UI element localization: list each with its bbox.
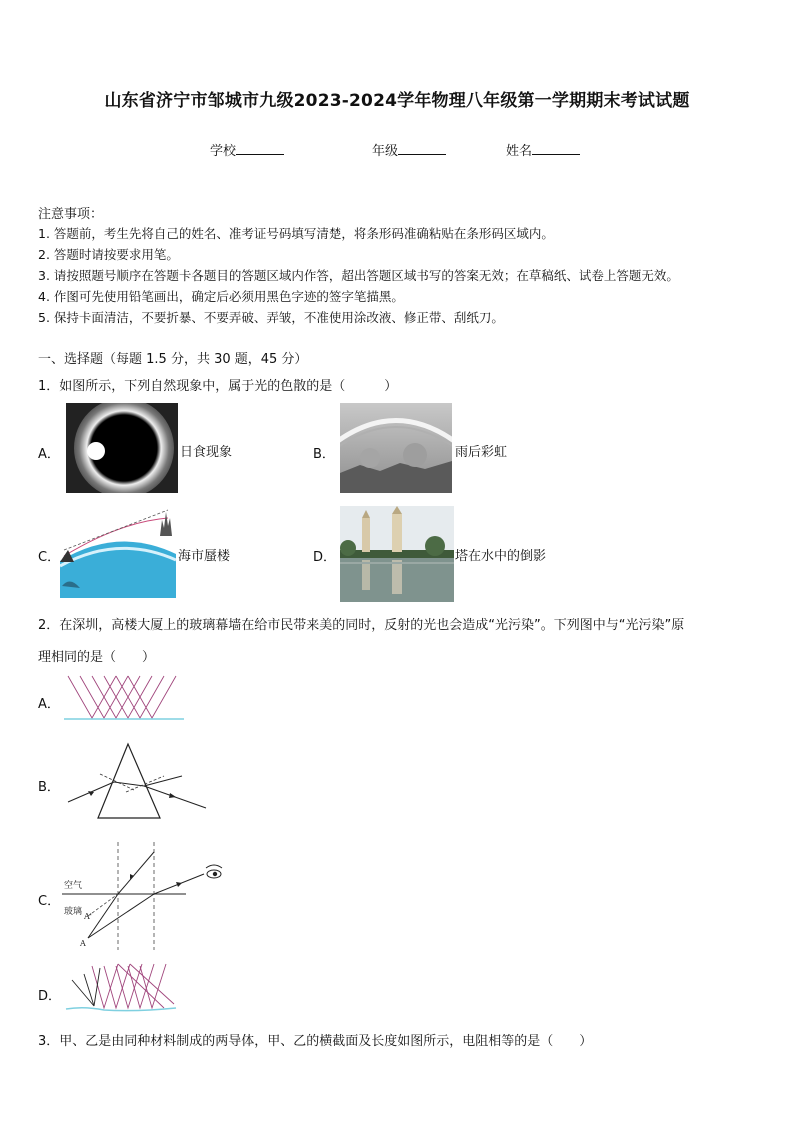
q1-option-c-caption: 海市蜃楼 <box>178 549 231 564</box>
question-2-stem-line-1: 2．在深圳，高楼大厦上的玻璃幕墙在给市民带来美的同时，反射的光也会造成“光污染”。下列图中与“光污染”原 <box>38 618 685 633</box>
q2-option-c-letter[interactable]: C． <box>38 894 61 909</box>
q1-option-a-letter[interactable]: A． <box>38 447 60 462</box>
school-label: 学校 <box>210 144 237 159</box>
grade-field[interactable] <box>372 140 446 159</box>
air-glass-refraction-diagram <box>62 842 230 954</box>
q1-option-c-letter[interactable]: C． <box>38 550 61 565</box>
school-field[interactable] <box>210 140 284 159</box>
q1-option-d-caption: 塔在水中的倒影 <box>455 549 547 564</box>
q1-option-b-letter[interactable]: B． <box>313 447 335 462</box>
name-label: 姓名 <box>506 144 533 159</box>
note-item: 5. 保持卡面清洁，不要折暴、不要弄破、弄皱，不准使用涂改液、修正带、刮纸刀。 <box>38 310 504 325</box>
q2-option-d-letter[interactable]: D． <box>38 989 62 1004</box>
grade-blank[interactable] <box>398 141 446 155</box>
grade-label: 年级 <box>372 144 399 159</box>
note-item: 1. 答题前，考生先将自己的姓名、准考证号码填写清楚，将条形码准确粘贴在条形码区域内。 <box>38 226 554 241</box>
specular-reflection-diagram <box>64 672 186 726</box>
glass-label: 玻璃 <box>64 907 83 917</box>
name-blank[interactable] <box>532 141 580 155</box>
school-blank[interactable] <box>236 141 284 155</box>
notes-heading: 注意事项： <box>38 207 104 222</box>
q1-option-b-caption: 雨后彩虹 <box>455 445 508 460</box>
note-item: 3. 请按照题号顺序在答题卡各题目的答题区域内作答，超出答题区域书写的答案无效；在草稿纸、试卷上答题无效。 <box>38 268 679 283</box>
diffuse-reflection-diagram <box>64 962 178 1014</box>
question-2-stem-line-2: 理相同的是（ ） <box>38 650 156 665</box>
question-1-stem: 1．如图所示，下列自然现象中，属于光的色散的是（ ） <box>38 379 398 394</box>
name-field[interactable] <box>506 140 580 159</box>
q2-option-a-letter[interactable]: A． <box>38 697 60 712</box>
q1-option-d-letter[interactable]: D． <box>313 550 337 565</box>
solar-eclipse-photo <box>66 403 178 493</box>
prism-refraction-diagram <box>64 740 210 824</box>
point-a-prime-label: A' <box>84 912 92 921</box>
mirage-diagram <box>60 506 176 598</box>
rainbow-photo <box>340 403 452 493</box>
note-item: 2. 答题时请按要求用笔。 <box>38 247 179 262</box>
section-heading: 一、选择题（每题 1.5 分，共 30 题，45 分） <box>38 352 308 367</box>
air-label: 空气 <box>64 881 83 891</box>
page-title: 山东省济宁市邹城市九级2023-2024学年物理八年级第一学期期末考试试题 <box>104 91 690 111</box>
question-3-stem: 3．甲、乙是由同种材料制成的两导体，甲、乙的横截面及长度如图所示，电阻相等的是（ ） <box>38 1034 593 1049</box>
note-item: 4. 作图可先使用铅笔画出，确定后必须用黑色字迹的签字笔描黑。 <box>38 289 404 304</box>
q2-option-b-letter[interactable]: B． <box>38 780 60 795</box>
point-a-label: A <box>80 939 86 948</box>
pagoda-reflection-photo <box>340 506 454 602</box>
q1-option-a-caption: 日食现象 <box>180 445 233 460</box>
